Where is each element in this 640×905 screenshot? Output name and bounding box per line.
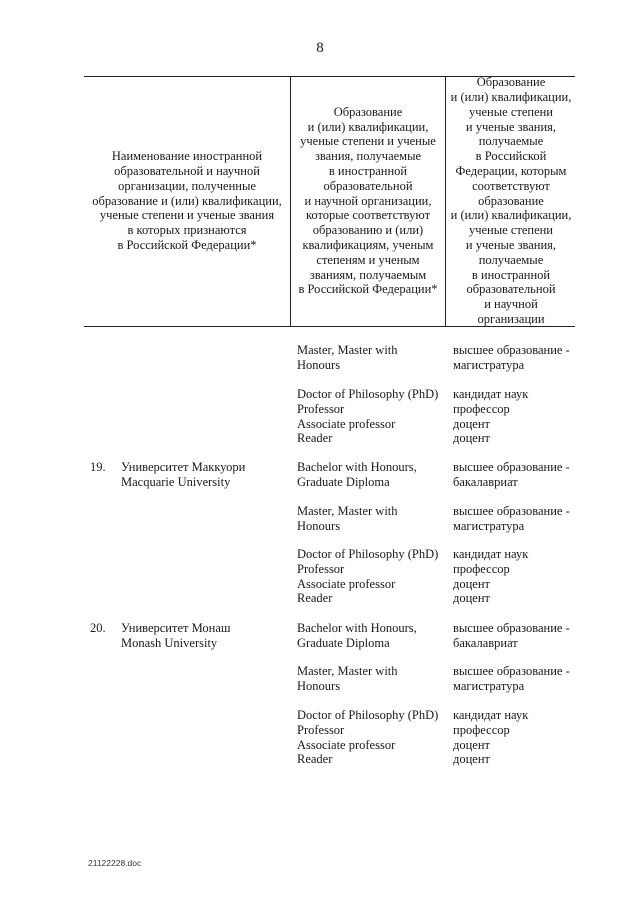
russian-equivalent: кандидат наук профессор доцент доцент (453, 708, 529, 767)
header-organization-text: Наименование иностранной образовательной и научной организации, полученные образование и (или) квалификации, ученые степени и ученые звания в которых признаются в Российской Федерации* (92, 149, 282, 252)
foreign-qualification: Master, Master with Honours (297, 664, 398, 693)
organization-name: Университет Маккуори Macquarie University (121, 460, 246, 489)
russian-equivalent: кандидат наук профессор доцент доцент (453, 547, 529, 606)
russian-equivalent: высшее образование - бакалавриат (453, 621, 570, 650)
foreign-qualification: Bachelor with Honours, Graduate Diploma (297, 621, 417, 650)
organization-number: 20. (90, 621, 106, 635)
russian-equivalent: высшее образование - магистратура (453, 664, 570, 693)
foreign-qualification: Doctor of Philosophy (PhD) Professor Associate professor Reader (297, 387, 439, 446)
page-number: 8 (316, 40, 324, 56)
header-column-divider-2 (445, 76, 446, 326)
header-russian-equivalent (447, 75, 575, 326)
russian-equivalent: кандидат наук профессор доцент доцент (453, 387, 529, 446)
foreign-qualification: Bachelor with Honours, Graduate Diploma (297, 460, 417, 489)
document-filename: 21122228.doc (88, 858, 142, 868)
foreign-qualification: Doctor of Philosophy (PhD) Professor Associate professor Reader (297, 708, 439, 767)
organization-number: 19. (90, 460, 106, 474)
header-column-divider-1 (290, 76, 291, 326)
organization-name: Университет Монаш Monash University (121, 621, 231, 650)
header-russian-equivalent-text: Образование и (или) квалификации, ученые степени и ученые звания, получаемые в Российской Федерации, которым соответствуют образование и (или) квалификации, ученые степени и ученые звания, получаемые в иностранной образовательной и научной организации (450, 75, 572, 326)
russian-equivalent: высшее образование - бакалавриат (453, 460, 570, 489)
foreign-qualification: Doctor of Philosophy (PhD) Professor Associate professor Reader (297, 547, 439, 606)
foreign-qualification: Master, Master with Honours (297, 504, 398, 533)
header-organization (88, 78, 286, 324)
header-foreign-qualification-text: Образование и (или) квалификации, ученые степени и ученые звания, получаемые в иностранной образовательной и научной организации, которые соответствуют образованию и (или) квалификациям, ученым степеням и ученым званиям, получаемым в Российской Федерации* (298, 104, 438, 297)
russian-equivalent: высшее образование - магистратура (453, 343, 570, 372)
header-foreign-qualification (293, 78, 443, 324)
foreign-qualification: Master, Master with Honours (297, 343, 398, 372)
russian-equivalent: высшее образование - магистратура (453, 504, 570, 533)
